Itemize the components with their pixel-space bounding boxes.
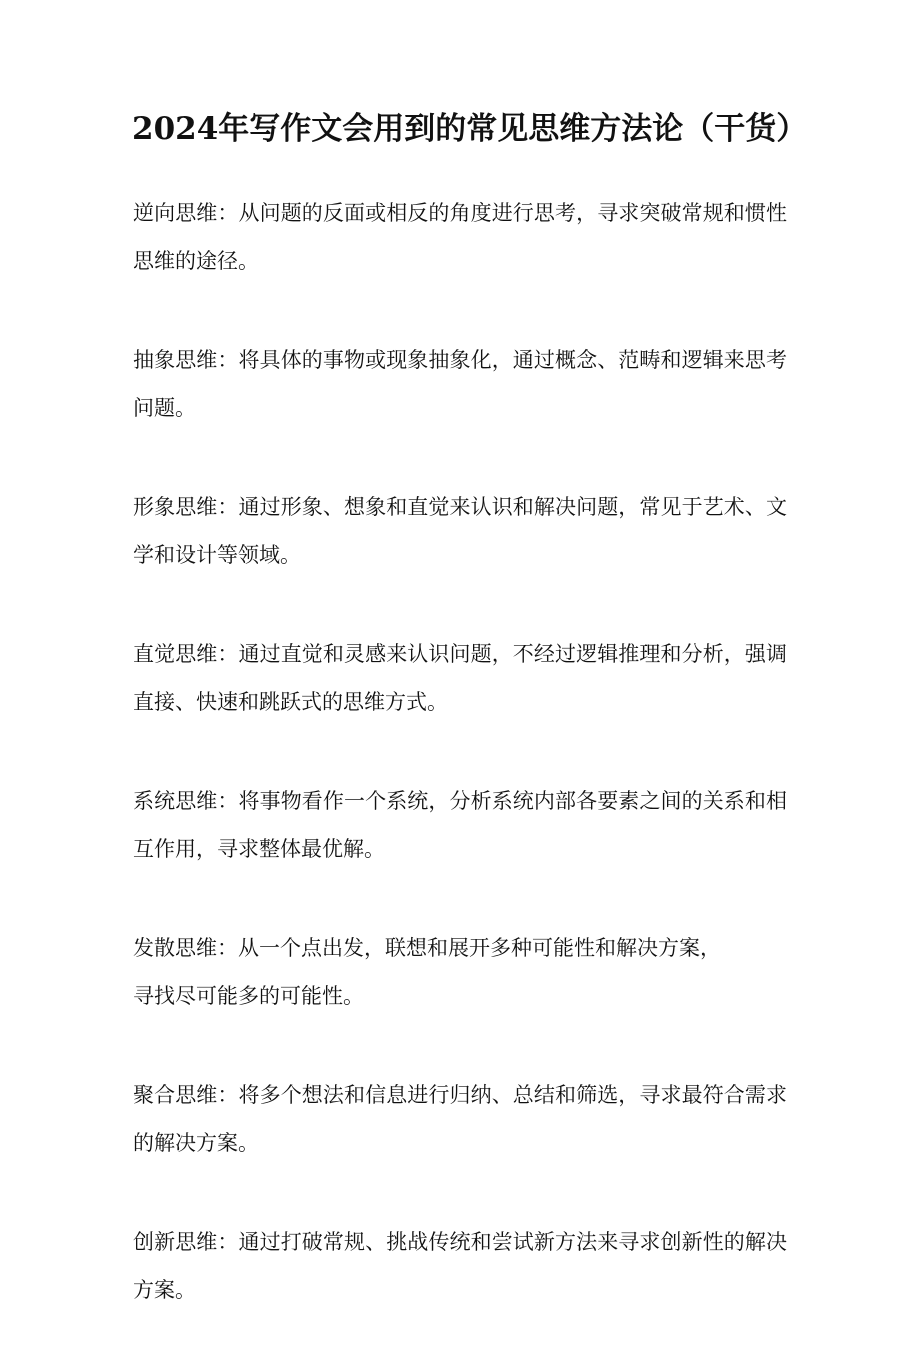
thinking-method-item <box>133 336 787 432</box>
thinking-method-description: 通过形象、想象和直觉来认识和解决问题，常见于艺术、文学和设计等领域。 <box>133 495 787 567</box>
thinking-method-item <box>133 924 787 1020</box>
thinking-method-description-continuation: 寻找尽可能多的可能性。 <box>133 984 364 1008</box>
thinking-method-description: 将多个想法和信息进行归纳、总结和筛选，寻求最符合需求的解决方案。 <box>133 1083 787 1155</box>
thinking-method-description: 将具体的事物或现象抽象化，通过概念、范畴和逻辑来思考问题。 <box>133 348 787 420</box>
thinking-method-description: 从一个点出发，联想和展开多种可能性和解决方案， <box>238 936 721 960</box>
thinking-method-name: 创新思维： <box>133 1230 239 1254</box>
thinking-method-name: 系统思维： <box>133 789 239 813</box>
thinking-method-name: 发散思维： <box>133 936 238 960</box>
thinking-method-name: 形象思维： <box>133 495 239 519</box>
thinking-method-item <box>133 1218 787 1314</box>
thinking-method-name: 聚合思维： <box>133 1083 239 1107</box>
thinking-method-description: 从问题的反面或相反的角度进行思考，寻求突破常规和惯性思维的途径。 <box>133 201 787 273</box>
thinking-method-item <box>133 630 787 726</box>
thinking-method-name: 直觉思维： <box>133 642 239 666</box>
thinking-method-name: 逆向思维： <box>133 201 239 225</box>
thinking-method-description: 将事物看作一个系统，分析系统内部各要素之间的关系和相互作用，寻求整体最优解。 <box>133 789 787 861</box>
thinking-method-name: 抽象思维： <box>133 348 239 372</box>
thinking-methods-list <box>133 189 787 1365</box>
thinking-method-item <box>133 777 787 873</box>
thinking-method-item <box>133 483 787 579</box>
thinking-method-item <box>133 1071 787 1167</box>
thinking-method-description: 通过直觉和灵感来认识问题，不经过逻辑推理和分析，强调直接、快速和跳跃式的思维方式。 <box>133 642 787 714</box>
thinking-method-item <box>133 189 787 285</box>
document-title: 2024年写作文会用到的常见思维方法论（干货） <box>132 111 808 147</box>
thinking-method-description: 通过打破常规、挑战传统和尝试新方法来寻求创新性的解决方案。 <box>133 1230 787 1302</box>
